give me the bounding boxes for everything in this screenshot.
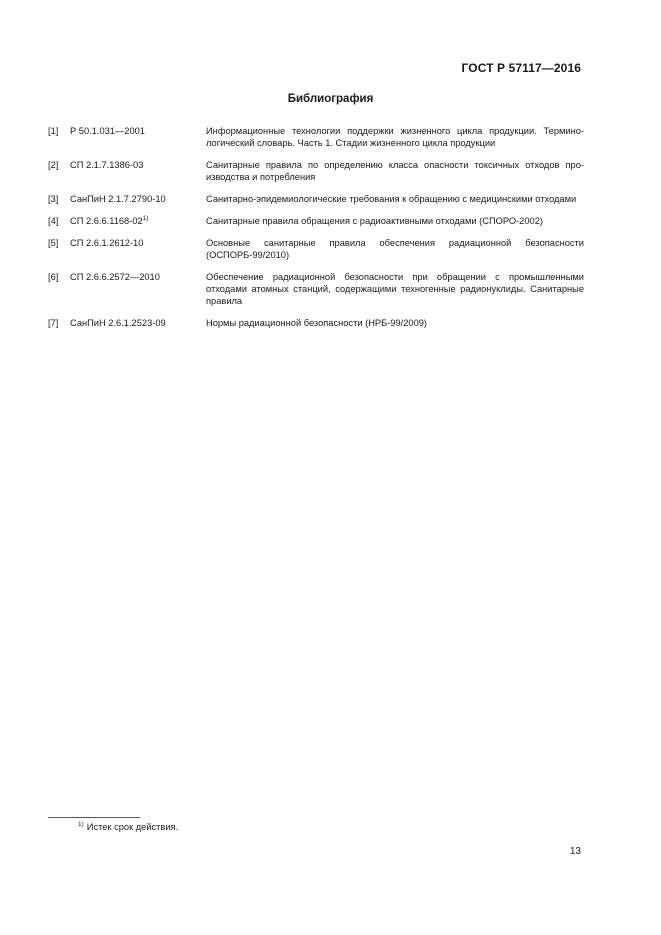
entry-number: [7] — [48, 318, 59, 328]
entry-reference-text: Р 50.1.031—2001 — [70, 126, 145, 136]
entry-description: Санитарно-эпидемиологические требования к обращению с медицинскими отходами — [206, 194, 577, 204]
entry-reference — [70, 215, 206, 227]
entry-reference — [70, 159, 206, 183]
entry-number: [5] — [48, 238, 59, 248]
entry-number: [1] — [48, 126, 59, 136]
entry-number: [3] — [48, 194, 59, 204]
entry-reference — [70, 271, 206, 307]
entry-reference-text: СанПиН 2.1.7.2790-10 — [70, 194, 166, 204]
entry-description: Санитарные правила обращения с радиоактивными отходами (СПОРО-2002) — [206, 216, 543, 226]
entry-number: [6] — [48, 272, 59, 282]
entry-number: [4] — [48, 216, 59, 226]
entry-reference — [70, 237, 206, 261]
entry-description: Основные санитарные правила обеспечения радиационной безопасности (ОСПОРБ-99/2010) — [206, 238, 584, 260]
entry-reference — [70, 193, 206, 205]
bibliography-entry — [48, 159, 584, 183]
entry-reference — [70, 317, 206, 329]
entry-reference-text: СП 2.6.6.2572—2010 — [70, 272, 160, 282]
document-code: ГОСТ Р 57117—2016 — [461, 61, 581, 75]
bibliography-entry — [48, 125, 584, 149]
entry-reference-text: СП 2.6.6.1168-02 — [70, 216, 143, 226]
footnote — [78, 822, 178, 832]
entry-description: Обеспечение радиационной безопасности при обращении с промышленными отходами атомных станций, содержащими техногенные радионуклиды. Санитарные правила — [206, 272, 584, 306]
bibliography-entry — [48, 271, 584, 307]
entry-reference-text: СанПиН 2.6.1.2523-09 — [70, 318, 166, 328]
footnote-marker: 1) — [78, 821, 84, 828]
page-number: 13 — [569, 846, 581, 857]
footnote-marker: 1) — [142, 215, 149, 222]
entry-description: Санитарные правила по определению класса опасности токсичных отходов производства и потребления — [206, 160, 584, 182]
footnote-divider — [48, 817, 140, 818]
footnote-text: Истек срок действия. — [86, 822, 179, 832]
entry-description: Информационные технологии поддержки жизненного цикла продукции. Терминологический словарь. Часть 1. Стадии жизненного цикла продукции — [206, 126, 584, 148]
bibliography-entry — [48, 215, 584, 227]
bibliography-title: Библиография — [287, 93, 374, 105]
bibliography-entry — [48, 317, 584, 329]
bibliography-list — [48, 125, 584, 339]
bibliography-entry — [48, 193, 584, 205]
entry-number: [2] — [48, 160, 59, 170]
entry-reference — [70, 125, 206, 149]
entry-description: Нормы радиационной безопасности (НРБ-99/2009) — [206, 318, 428, 328]
entry-reference-text: СП 2.1.7.1386-03 — [70, 160, 144, 170]
entry-reference-text: СП 2.6.1.2612-10 — [70, 238, 144, 248]
bibliography-entry — [48, 237, 584, 261]
